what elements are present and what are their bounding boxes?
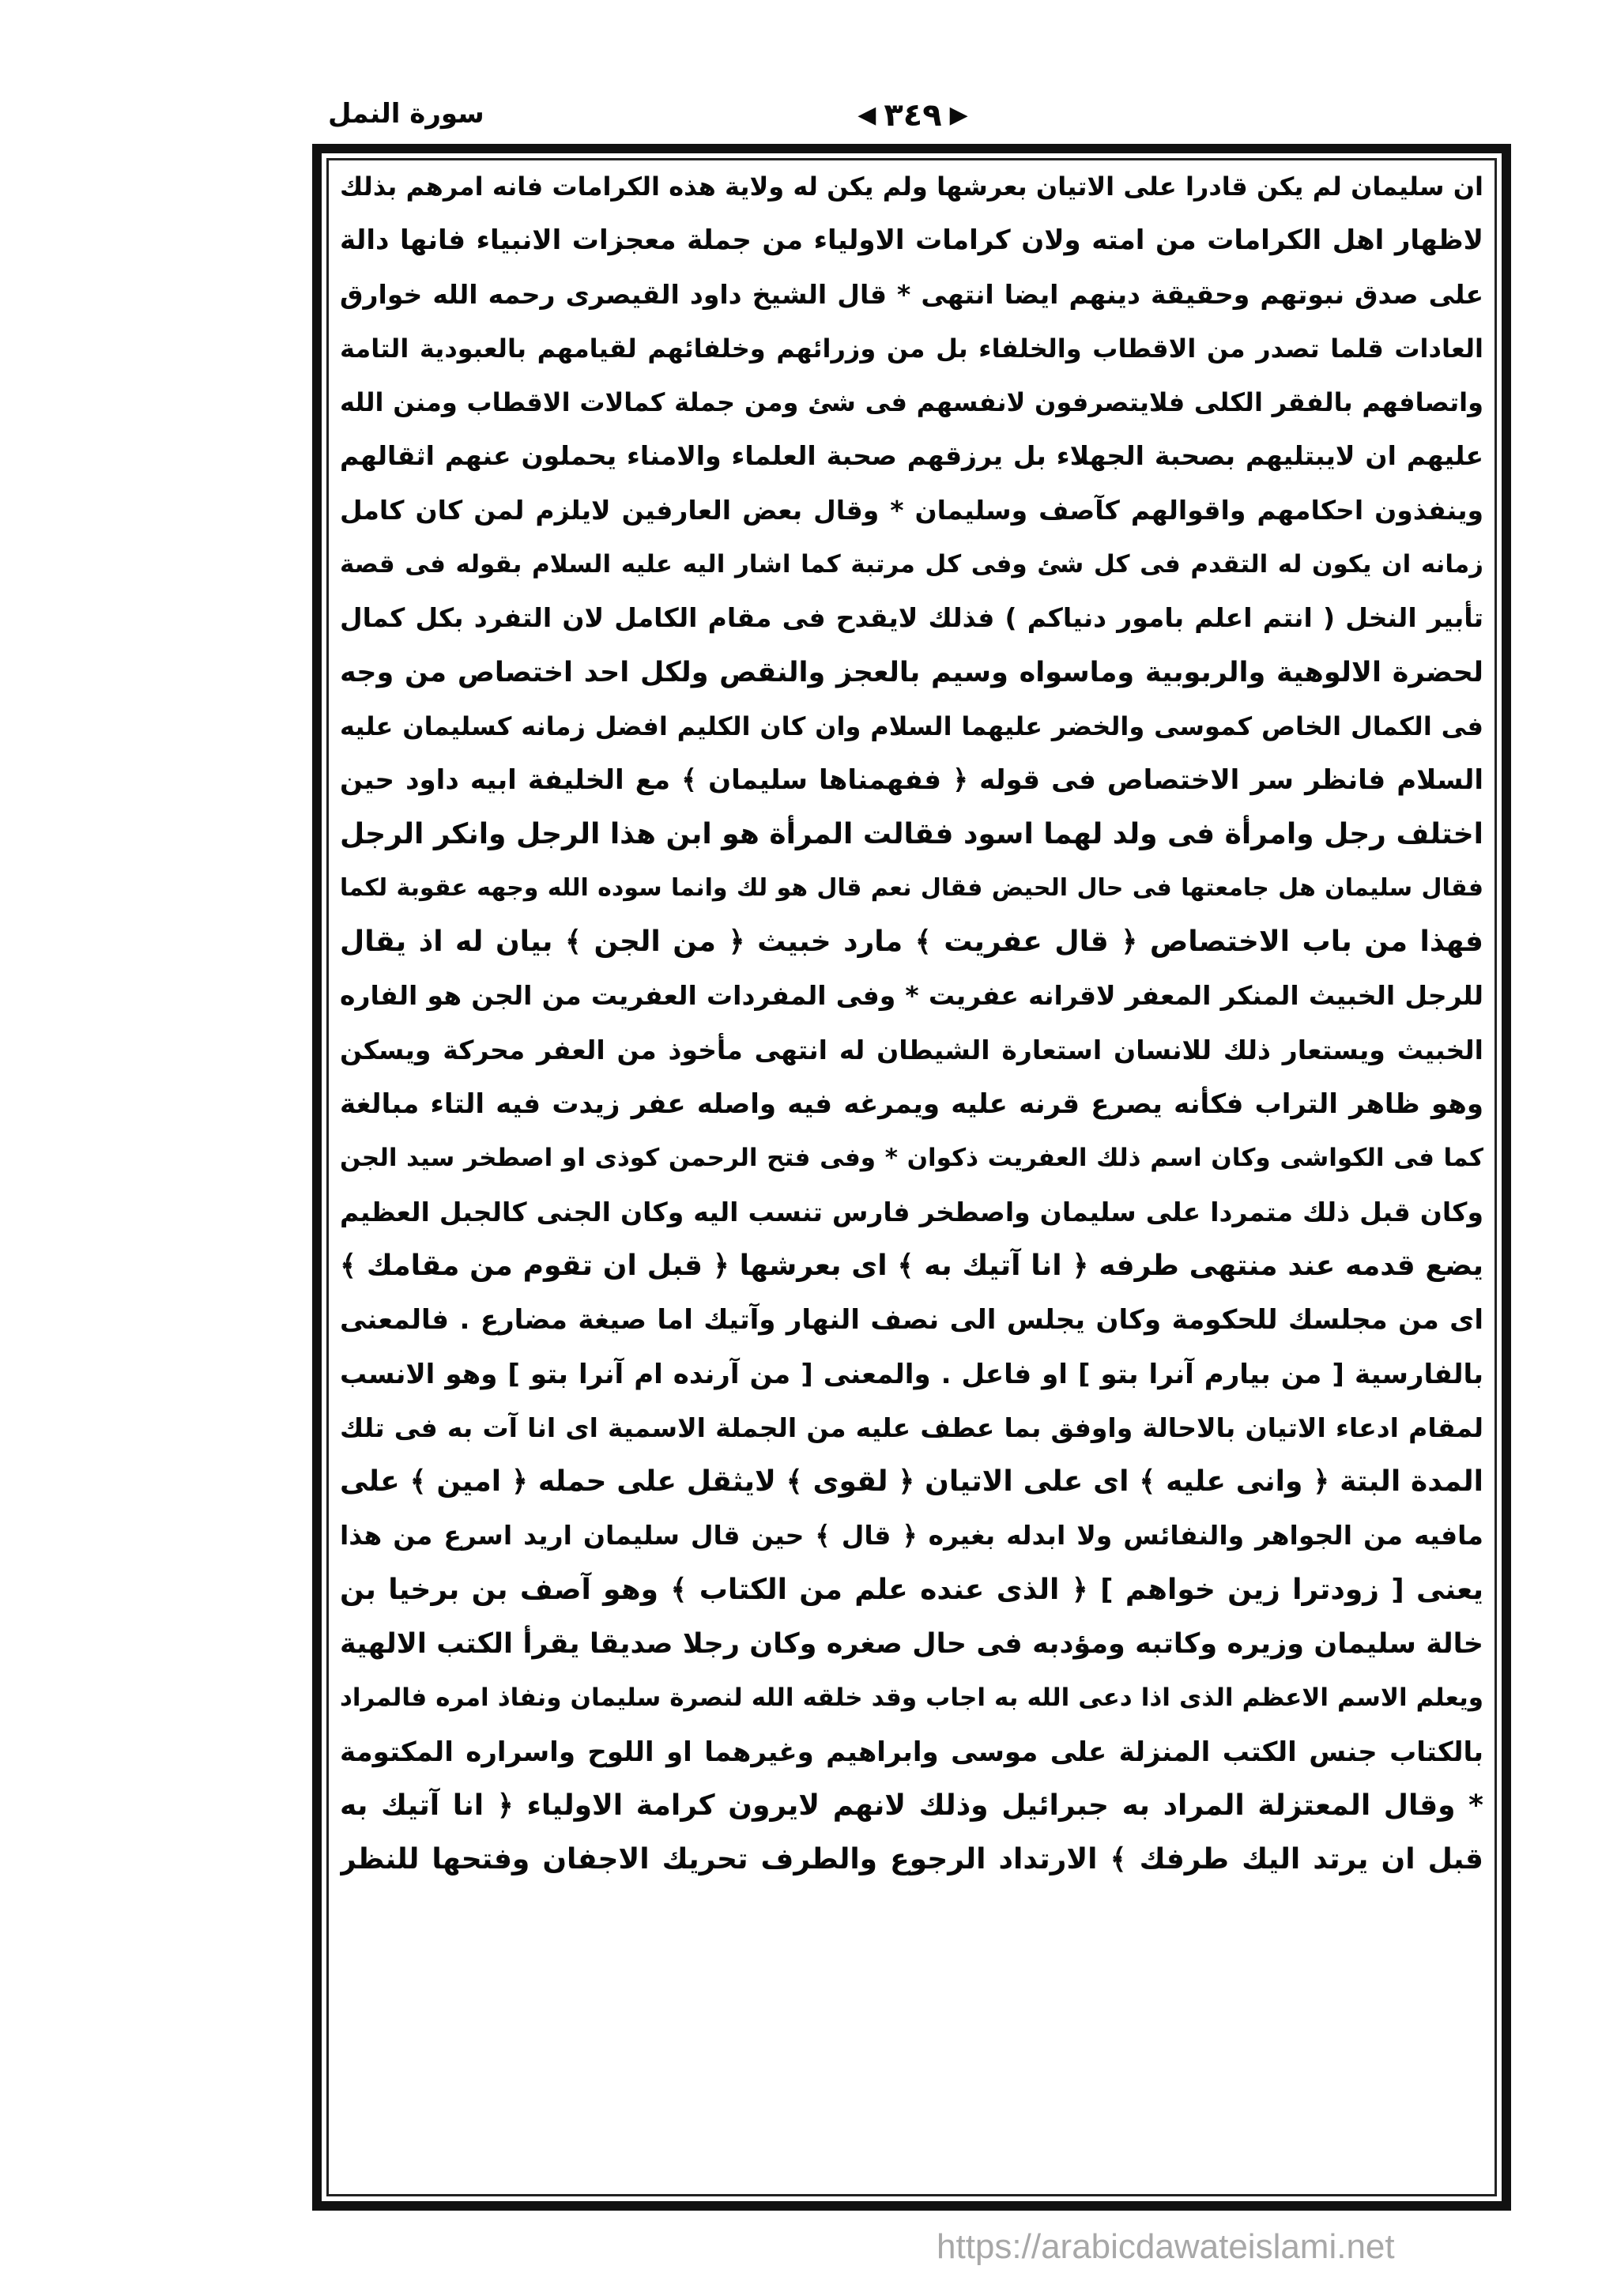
text-line: على صدق نبوتهم وحقيقة دينهم ايضا انتهى * قال الشيخ داود القيصرى رحمه الله خوارق xyxy=(340,278,1483,310)
text-line: قبل ان يرتد اليك طرفك ﴾ الارتداد الرجوع والطرف تحريك الاجفان وفتحها للنظر xyxy=(340,1843,1483,1876)
text-line: وينفذون احكامهم واقوالهم كآصف وسليمان * وقال بعض العارفين لايلزم لمن كان كامل xyxy=(340,494,1483,526)
text-line: فهذا من باب الاختصاص ﴿ قال عفريت ﴾ مارد خبيث ﴿ من الجن ﴾ بيان له اذ يقال xyxy=(340,926,1483,959)
text-line: فى الكمال الخاص كموسى والخضر عليهما السلام وان كان الكليم افضل زمانه كسليمان عليه xyxy=(340,711,1483,741)
text-line: يضع قدمه عند منتهى طرفه ﴿ انا آتيك به ﴾ اى بعرشها ﴿ قبل ان تقوم من مقامك ﴾ xyxy=(340,1249,1483,1282)
text-line: الخبيث ويستعار ذلك للانسان استعارة الشيطان له انتهى مأخوذ من العفر محركة ويسكن xyxy=(340,1034,1483,1065)
text-line: زمانه ان يكون له التقدم فى كل شئ وفى كل مرتبة كما اشار اليه عليه السلام بقوله فى قصة xyxy=(340,550,1483,579)
text-body xyxy=(340,160,1483,1887)
text-line: * وقال المعتزلة المراد به جبرائيل وذلك لانهم لايرون كرامة الاولياء ﴿ انا آتيك به xyxy=(340,1789,1483,1822)
text-line: اى من مجلسك للحكومة وكان يجلس الى نصف النهار وآتيك اما صيغة مضارع . فالمعنى xyxy=(340,1304,1483,1337)
text-line: العادات قلما تصدر من الاقطاب والخلفاء بل من وزرائهم وخلفائهم لقيامهم بالعبودية التامة xyxy=(340,333,1483,364)
text-line: بالفارسية [ من بيارم آنرا بتو ] او فاعل . والمعنى [ من آرنده ام آنرا بتو ] وهو الانسب xyxy=(340,1358,1483,1390)
page-header xyxy=(312,93,1511,141)
text-line: وكان قبل ذلك متمردا على سليمان واصطخر فارس تنسب اليه وكان الجنى كالجبل العظيم xyxy=(340,1196,1483,1227)
text-line: لمقام ادعاء الاتيان بالاحالة واوفق بما عطف عليه من الجملة الاسمية اى انا آت به فى تلك xyxy=(340,1412,1483,1443)
text-line: واتصافهم بالفقر الكلى فلايتصرفون لانفسهم فى شئ ومن جملة كمالات الاقطاب ومنن الله xyxy=(340,387,1483,418)
text-line: اختلف رجل وامرأة فى ولد لهما اسود فقالت المرأة هو ابن هذا الرجل وانكر الرجل xyxy=(340,817,1483,850)
ornament-right-icon: ▶ xyxy=(949,101,968,129)
surah-title: سورة النمل xyxy=(328,98,484,130)
text-line: مافيه من الجواهر والنفائس ولا ابدله بغيره ﴿ قال ﴾ حين قال سليمان اريد اسرع من هذا xyxy=(340,1520,1483,1551)
text-line: خالة سليمان وزيره وكاتبه ومؤدبه فى حال صغره وكان رجلا صديقا يقرأ الكتب الالهية xyxy=(340,1628,1483,1661)
text-line: لاظهار اهل الكرامات من امته ولان كرامات الاولياء من جملة معجزات الانبياء فانها دالة xyxy=(340,224,1483,257)
text-line: يعنى [ زودترا زين خواهم ] ﴿ الذى عنده علم من الكتاب ﴾ وهو آصف بن برخيا بن xyxy=(340,1573,1483,1606)
text-line: للرجل الخبيث المنكر المعفر لاقرانه عفريت * وفى المفردات العفريت من الجن هو الفاره xyxy=(340,980,1483,1012)
site-watermark: https://arabicdawateislami.net xyxy=(937,2227,1395,2266)
ornament-left-icon: ◀ xyxy=(858,101,876,129)
text-line: عليهم ان لايبتليهم بصحبة الجهلاء بل يرزقهم صحبة العلماء والامناء يحملون عنهم اثقالهم xyxy=(340,440,1483,472)
text-line: كما فى الكواشى وكان اسم ذلك العفريت ذكوان * وفى فتح الرحمن كوذى او اصطخر سيد الجن xyxy=(340,1144,1483,1173)
text-line: السلام فانظر سر الاختصاص فى قوله ﴿ ففهمناها سليمان ﴾ مع الخليفة ابيه داود حين xyxy=(340,764,1483,797)
text-line: ويعلم الاسم الاعظم الذى اذا دعى الله به اجاب وقد خلقه الله لنصرة سليمان ونفاذ امره فالمراد xyxy=(340,1683,1483,1713)
text-line: لحضرة الالوهية والربوبية وماسواه وسيم بالعجز والنقص ولكل احد اختصاص من وجه xyxy=(340,656,1483,688)
text-line: فقال سليمان هل جامعتها فى حال الحيض فقال نعم قال هو لك وانما سوده الله وجهه عقوبة لكما xyxy=(340,873,1483,902)
text-line: بالكتاب جنس الكتب المنزلة على موسى وابراهيم وغيرهما او اللوح واسراره المكتومة xyxy=(340,1736,1483,1768)
page-number: ٣٤٩ xyxy=(884,97,942,134)
text-line: وهو ظاهر التراب فكأنه يصرع قرنه عليه ويمرغه فيه واصله عفر زيدت فيه التاء مبالغة xyxy=(340,1088,1483,1121)
text-line: المدة البتة ﴿ وانى عليه ﴾ اى على الاتيان ﴿ لقوى ﴾ لايثقل على حمله ﴿ امين ﴾ على xyxy=(340,1465,1483,1499)
page-number-block xyxy=(802,93,1023,138)
text-line: تأبير النخل ( انتم اعلم بامور دنياكم ) فذلك لايقدح فى مقام الكامل لان التفرد بكل كمال xyxy=(340,602,1483,634)
text-line: ان سليمان لم يكن قادرا على الاتيان بعرشها ولم يكن له ولاية هذه الكرامات فانه امرهم بذلك xyxy=(340,172,1483,202)
